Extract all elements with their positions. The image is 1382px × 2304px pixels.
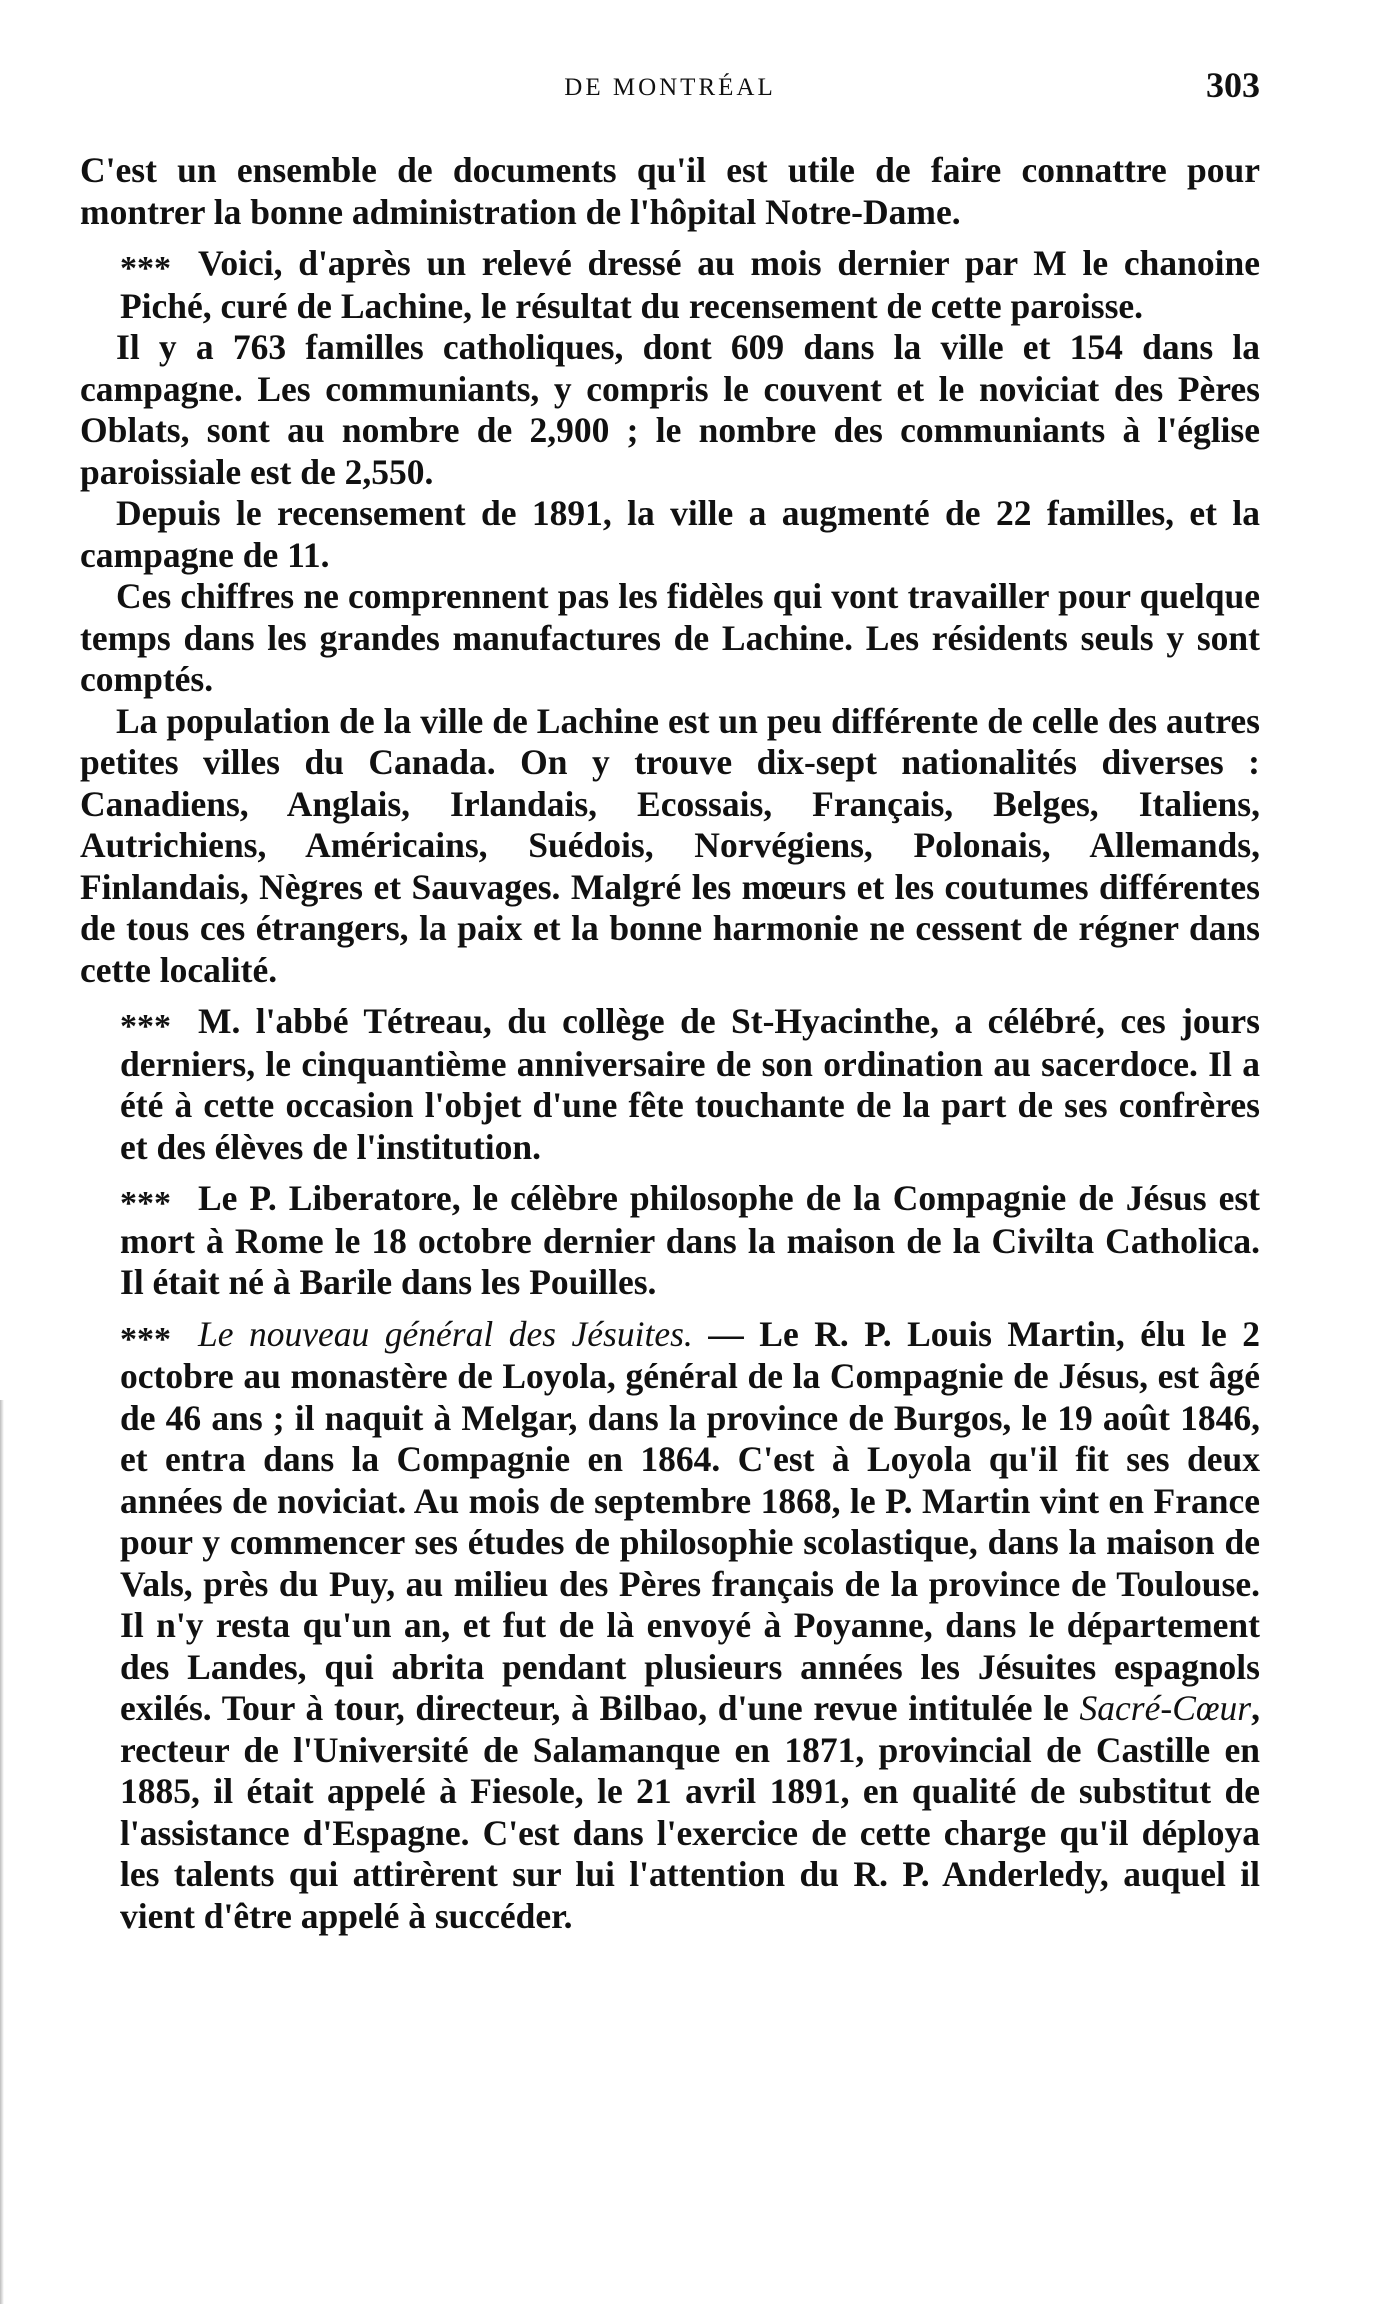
paragraph-hospital-documents: C'est un ensemble de documents qu'il est utile de faire connattre pour montrer la bonne administration de l'hôpital Notre-Dame. [80,150,1260,232]
page-header [80,62,1260,122]
asterism-mark: *** [120,1320,171,1358]
paragraph-census-increase: Depuis le recensement de 1891, la ville a augmenté de 22 familles, et la campagne de 11. [80,493,1260,575]
paragraph-lachine-census-intro [80,243,1260,327]
paragraph-text: — Le R. P. Louis Martin, élu le 2 octobre au monastère de Loyola, général de la Compagnie de Jésus, est âgé de 46 ans ; il naquit à Melgar, dans la province de Burgos, le 19 août 1846, et entra dans la Compagnie en 1864. C'est à Loyola qu'il fit ses deux années de noviciat. Au mois de septembre 1868, le P. Martin vint en France pour y commencer ses études de philosophie scolastique, dans la maison de Vals, près du Puy, au milieu des Pères français de la province de Toulouse. Il n'y resta qu'un an, et fut de là envoyé à Poyanne, dans le département des Landes, qui abrita pendant plusieurs années les Jésuites espagnols exilés. Tour à tour, directeur, à Bilbao, d'une revue intitulée le [120,1313,1260,1728]
paragraph-liberatore [80,1178,1260,1304]
paragraph-nationalities: La population de la ville de Lachine est un peu différente de celle des autres petites villes du Canada. On y trouve dix-sept nationalités diverses : Canadiens, Anglais, Irlandais, Ecossais, Français, Belges, Italiens, Autrichiens, Américains, Suédois, Norvégiens, Polonais, Allemands, Finlandais, Nègres et Sauvages. Malgré les mœurs et les coutumes différentes de tous ces étrangers, la paix et la bonne harmonie ne cessent de régner dans cette localité. [80,700,1260,990]
section-title: Le nouveau général des Jésuites. [198,1313,693,1354]
paragraph-families-count: Il y a 763 familles catholiques, dont 609 dans la ville et 154 dans la campagne. Les communiants, y compris le couvent et le noviciat des Pères Oblats, sont au nombre de 2,900 ; le nombre des communiants à l'église paroissiale est de 2,550. [80,327,1260,492]
paragraph-new-jesuit-general [80,1314,1260,1938]
page-edge-shadow [0,1400,4,2304]
running-head: DE MONTRÉAL [564,74,776,101]
paragraph-residents-only: Ces chiffres ne comprennent pas les fidèles qui vont travailler pour quelque temps dans les grandes manufactures de Lachine. Les résidents seuls y sont comptés. [80,576,1260,699]
page-number: 303 [1206,65,1260,105]
paragraph-text: M. l'abbé Tétreau, du collège de St-Hyacinthe, a célébré, ces jours derniers, le cinquantième anniversaire de son ordination au sacerdoce. Il a été à cette occasion l'objet d'une fête touchante de la part de ses confrères et des élèves de l'institution. [120,1001,1260,1167]
asterism-mark: *** [120,250,171,287]
paragraph-text: Voici, d'après un relevé dressé au mois dernier par M le chanoine Piché, curé de Lachine, le résultat du recensement de cette paroisse. [120,243,1260,326]
body-text [80,150,1260,1937]
paragraph-text-continued: , recteur de l'Université de Salamanque en 1871, provincial de Castille en 1885, il était appelé à Fiesole, le 21 avril 1891, en qualité de substitut de l'assistance d'Espagne. C'est dans l'exercice de cette charge qu'il déploya les talents qui attirèrent sur lui l'attention du R. P. Anderledy, auquel il vient d'être appelé à succéder. [120,1688,1260,1936]
asterism-mark: *** [120,1185,171,1222]
asterism-mark: *** [120,1008,171,1045]
review-title: Sacré-Cœur [1079,1688,1252,1728]
paragraph-abbe-tetreau [80,1001,1260,1168]
paragraph-text: Le P. Liberatore, le célèbre philosophe de la Compagnie de Jésus est mort à Rome le 18 octobre dernier dans la maison de la Civilta Catholica. Il était né à Barile dans les Pouilles. [120,1178,1260,1302]
